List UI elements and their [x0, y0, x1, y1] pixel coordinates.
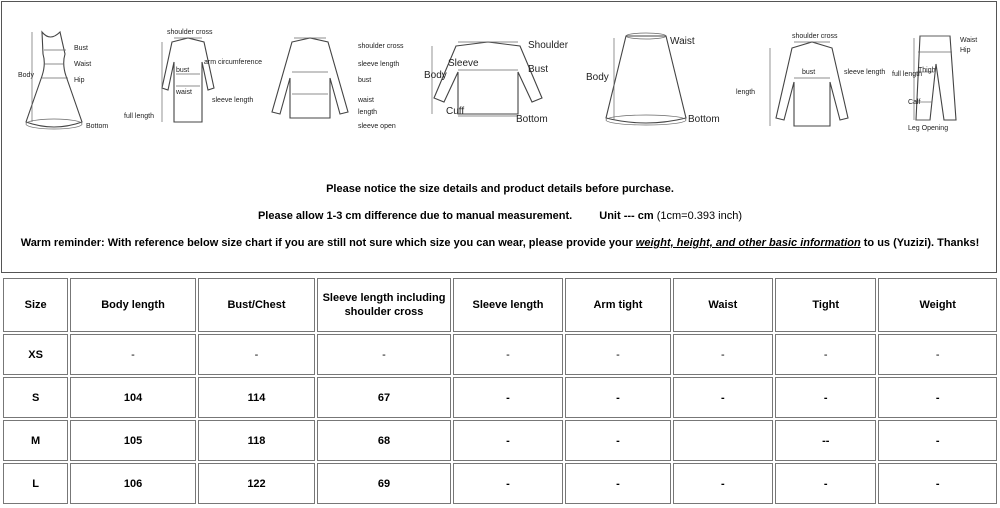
- skirt-diagram: [586, 33, 720, 125]
- table-row: [3, 420, 997, 461]
- table-row: [3, 377, 997, 418]
- table-cell: 104: [70, 377, 196, 418]
- jacket-waist-label: waist: [358, 97, 374, 104]
- sweater-diagram: [736, 33, 885, 126]
- table-cell: XS: [3, 334, 68, 375]
- header-arm-tight: Arm tight: [565, 278, 670, 332]
- reminder-suffix: to us (Yuzizi). Thanks!: [863, 237, 980, 249]
- table-cell: 68: [317, 420, 451, 461]
- top-shoulder-label: Shoulder: [528, 40, 569, 51]
- top-cuff-label: Cuff: [446, 106, 465, 117]
- dress-bottom-label: Bottom: [86, 123, 109, 130]
- table-cell: -: [453, 463, 563, 504]
- table-cell: -: [673, 377, 773, 418]
- table-header-row: [3, 278, 997, 332]
- jacket-shoulder-cross-label: shoulder cross: [358, 43, 404, 50]
- dress-waist-label: Waist: [74, 61, 92, 68]
- header-bust-chest: Bust/Chest: [198, 278, 315, 332]
- top-diagram: [424, 40, 569, 125]
- header-weight: Weight: [878, 278, 997, 332]
- header-waist: Waist: [673, 278, 773, 332]
- header-body-length: Body length: [70, 278, 196, 332]
- pants-thigh-label: Thigh: [918, 67, 936, 74]
- top-sleeve-label: Sleeve: [448, 58, 479, 69]
- measurement-difference-text: Please allow 1-3 cm difference due to manual measurement.: [257, 210, 573, 222]
- table-cell: -: [453, 420, 563, 461]
- reminder-prefix: Warm reminder: With reference below size chart if you are still not sure which size you can wear, please provide your: [20, 237, 633, 249]
- dress-body-label: Body: [18, 72, 34, 79]
- warm-reminder: [8, 236, 992, 250]
- table-cell: -: [565, 377, 670, 418]
- header-sleeve-length: Sleeve length: [453, 278, 563, 332]
- unit-label: Unit --- cm: [599, 210, 654, 222]
- header-tight: Tight: [775, 278, 876, 332]
- table-cell: M: [3, 420, 68, 461]
- size-chart-table: [1, 276, 999, 506]
- jacket-sleeve-open-label: sleeve open: [358, 123, 396, 130]
- top-bust-label: Bust: [528, 64, 549, 75]
- header-size: Size: [3, 278, 68, 332]
- table-cell: -: [70, 334, 196, 375]
- jacket-sleeve-length-label: sleeve length: [358, 61, 400, 68]
- table-cell: -: [317, 334, 451, 375]
- table-cell: -: [453, 334, 563, 375]
- table-cell: 114: [198, 377, 315, 418]
- header-sleeve-length-shoulder: Sleeve length including shoulder cross: [317, 278, 451, 332]
- table-cell: -: [775, 377, 876, 418]
- unit-conversion: (1cm=0.393 inch): [656, 210, 743, 222]
- table-cell: 118: [198, 420, 315, 461]
- coat-waist-label: waist: [176, 89, 192, 96]
- pants-diagram: [892, 36, 977, 132]
- notice-size-details: Please notice the size details and product details before purchase.: [326, 183, 674, 195]
- pants-calf-label: Calf: [908, 99, 921, 106]
- size-guide-panel: [1, 1, 997, 273]
- table-cell: -: [565, 463, 670, 504]
- table-cell: 67: [317, 377, 451, 418]
- table-row: [3, 334, 997, 375]
- skirt-body-label: Body: [586, 72, 609, 83]
- coat-arm-circumference-label: arm circumference: [204, 59, 262, 66]
- table-cell: -: [453, 377, 563, 418]
- pants-leg-opening-label: Leg Opening: [908, 125, 949, 132]
- sweater-length-label: length: [736, 89, 756, 96]
- table-cell: [673, 420, 773, 461]
- table-cell: -: [878, 377, 997, 418]
- pants-hip-label: Hip: [960, 47, 971, 54]
- table-cell: --: [775, 420, 876, 461]
- dress-hip-label: Hip: [74, 77, 85, 84]
- coat-shoulder-cross-label: shoulder cross: [167, 29, 213, 36]
- table-cell: -: [878, 334, 997, 375]
- table-cell: -: [565, 334, 670, 375]
- table-cell: 106: [70, 463, 196, 504]
- top-body-label: Body: [424, 70, 447, 81]
- garment-measurement-illustrations: [2, 2, 998, 152]
- table-cell: -: [673, 463, 773, 504]
- table-cell: S: [3, 377, 68, 418]
- table-cell: -: [878, 420, 997, 461]
- table-row: [3, 463, 997, 504]
- jacket-length-label: length: [358, 109, 378, 116]
- table-cell: -: [878, 463, 997, 504]
- table-cell: 122: [198, 463, 315, 504]
- coat-full-length-label: full length: [124, 113, 154, 120]
- jacket-diagram: [272, 38, 404, 130]
- pants-full-length-label: full length: [892, 71, 922, 78]
- coat-bust-label: bust: [176, 67, 190, 74]
- skirt-waist-label: Waist: [670, 36, 695, 47]
- table-cell: -: [198, 334, 315, 375]
- garment-diagrams: [2, 2, 998, 152]
- dress-bust-label: Bust: [74, 45, 89, 52]
- dress-diagram: [18, 32, 108, 130]
- sweater-shoulder-cross-label: shoulder cross: [792, 33, 838, 40]
- notice-measurement-difference: [2, 209, 998, 223]
- sweater-bust-label: bust: [802, 69, 816, 76]
- reminder-emphasis: weight, height, and other basic information: [635, 237, 861, 249]
- table-cell: -: [673, 334, 773, 375]
- sweater-sleeve-length-label: sleeve length: [844, 69, 886, 76]
- table-cell: -: [775, 334, 876, 375]
- jacket-bust-label: bust: [358, 77, 372, 84]
- table-cell: -: [565, 420, 670, 461]
- table-cell: 69: [317, 463, 451, 504]
- pants-waist-label: Waist: [960, 37, 978, 44]
- table-cell: L: [3, 463, 68, 504]
- coat-sleeve-length-label: sleeve length: [212, 97, 254, 104]
- table-cell: 105: [70, 420, 196, 461]
- skirt-bottom-label: Bottom: [688, 114, 720, 125]
- coat-diagram: [124, 29, 262, 122]
- top-bottom-label: Bottom: [516, 114, 548, 125]
- table-cell: -: [775, 463, 876, 504]
